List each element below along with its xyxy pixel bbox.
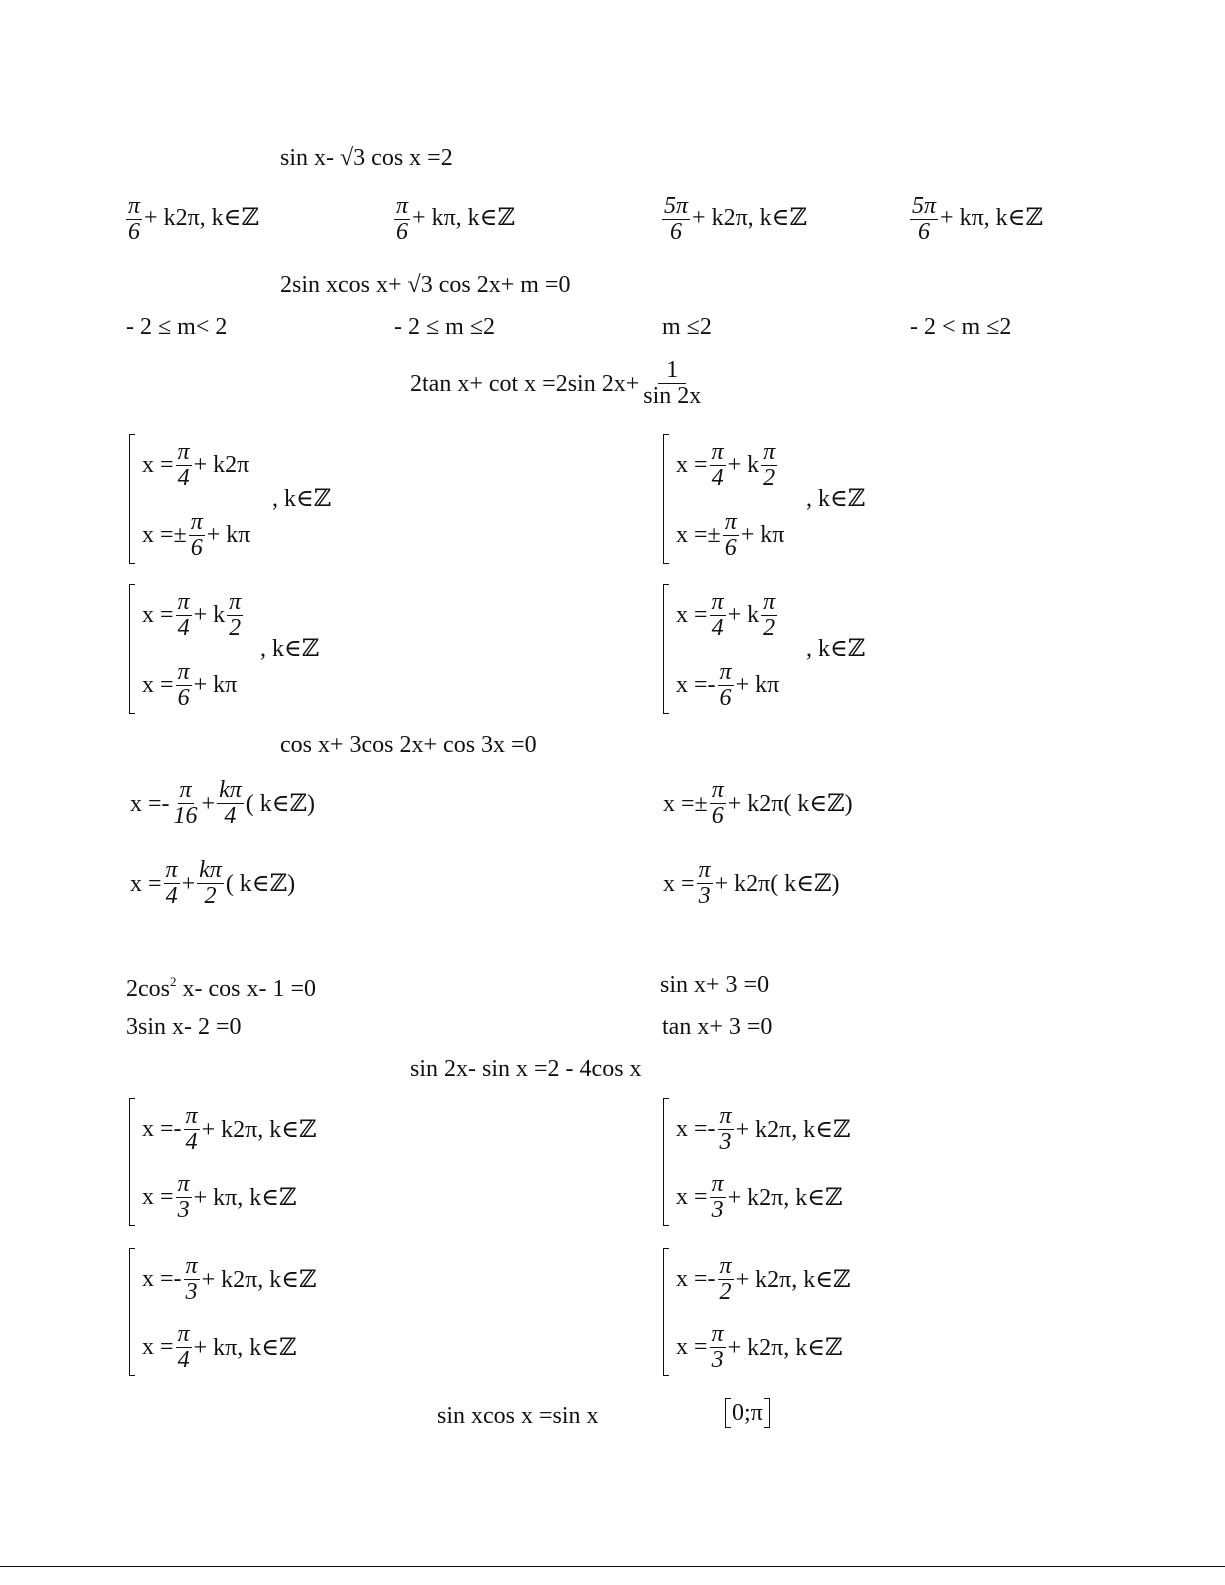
option-tail: ( k∈ℤ) [245, 790, 316, 817]
frac-num: π [177, 1171, 190, 1197]
q2-option-c[interactable]: m ≤2 [662, 314, 712, 340]
q3-option-d[interactable] [663, 584, 904, 714]
frac-den: 3 [711, 1197, 724, 1224]
frac-num: π [711, 777, 724, 803]
frac-den: 2 [204, 883, 217, 910]
frac-num: π [185, 1103, 198, 1129]
line2-prefix: x = [142, 1184, 174, 1211]
line1-tail: + k [193, 602, 226, 629]
q3-option-b-suffix: , k∈ℤ [806, 486, 866, 512]
option-tail: ( k∈ℤ) [225, 870, 296, 897]
q1-option-c-tail: + k2π, k∈ℤ [692, 205, 807, 232]
frac-num: π [763, 439, 776, 465]
frac-num: π [711, 1321, 724, 1347]
line1-tail: + k2π, k∈ℤ [735, 1117, 851, 1144]
q5-option-c[interactable]: 3sin x- 2 =0 [126, 1014, 242, 1040]
q4-option-b[interactable] [663, 778, 853, 829]
q1-option-a-tail: + k2π, k∈ℤ [144, 205, 259, 232]
frac-den: 6 [128, 219, 141, 246]
frac-den: 6 [724, 535, 737, 562]
option-prefix: x =- [130, 790, 170, 817]
line1-prefix: x =- [142, 1266, 182, 1293]
q6-option-c[interactable] [129, 1248, 390, 1376]
q3-option-d-suffix: , k∈ℤ [806, 636, 866, 662]
q4-equation: cos x+ 3cos 2x+ cos 3x =0 [280, 732, 537, 758]
exponent: 2 [170, 974, 177, 989]
frac-den: 4 [711, 615, 724, 642]
line2-tail: + kπ [735, 672, 780, 699]
option-prefix: x =± [663, 790, 708, 817]
q1-equation: sin x- √3 cos x =2 [280, 145, 453, 171]
frac-num: π [711, 589, 724, 615]
q1-option-b-tail: + kπ, k∈ℤ [412, 205, 515, 232]
frac-num: 5π [664, 193, 689, 219]
q1-option-a[interactable] [124, 194, 259, 245]
frac-num: π [177, 589, 190, 615]
option-prefix: x = [663, 870, 695, 897]
q1-option-b[interactable] [392, 194, 515, 245]
frac-num: π [711, 1171, 724, 1197]
frac-den: 3 [185, 1279, 198, 1306]
frac-num: π [698, 857, 711, 883]
line2-prefix: x =± [142, 522, 187, 549]
q1-option-d[interactable] [908, 194, 1043, 245]
frac-den: 3 [177, 1197, 190, 1224]
frac-den: 2 [719, 1279, 732, 1306]
line2-tail: + kπ [206, 522, 251, 549]
frac-den: 4 [165, 883, 178, 910]
line1-prefix: x =- [676, 1116, 716, 1143]
q6-option-b[interactable] [663, 1098, 924, 1226]
frac-den: 6 [396, 219, 409, 246]
frac-num: π [177, 659, 190, 685]
frac-den: 4 [185, 1129, 198, 1156]
line1-prefix: x =- [676, 1266, 716, 1293]
line2-prefix: x =± [676, 522, 721, 549]
q3-equation-left: 2tan x+ cot x =2sin 2x+ [410, 370, 640, 397]
frac-num: π [190, 509, 203, 535]
frac-num: π [711, 439, 724, 465]
frac-den: 4 [177, 465, 190, 492]
interval-text: 0;π [732, 1400, 763, 1426]
frac-num: π [229, 589, 242, 615]
option-prefix: x = [130, 870, 162, 897]
q5-option-a[interactable]: $2\cos^2$ x- cos x- 1 =0 [126, 974, 317, 1002]
q3-option-a-suffix: , k∈ℤ [272, 486, 332, 512]
line2-prefix: x = [676, 1184, 708, 1211]
line2-prefix: x =- [676, 672, 716, 699]
frac-den: 4 [177, 1347, 190, 1374]
frac-num: kπ [219, 777, 242, 803]
frac-num: π [185, 1253, 198, 1279]
line1-tail: + k2π, k∈ℤ [201, 1267, 317, 1294]
q5-option-b[interactable]: sin x+ 3 =0 [660, 972, 770, 998]
q2-equation: 2sin xcos x+ √3 cos 2x+ m =0 [280, 272, 571, 298]
line2-tail: + kπ [193, 672, 238, 699]
option-tail: + k2π( k∈ℤ) [727, 790, 853, 817]
interval-brackets [725, 1398, 770, 1428]
line1-tail: + k2π [193, 452, 250, 479]
frac-num: 1 [658, 358, 686, 384]
line1-prefix: x = [142, 452, 174, 479]
q2-option-a[interactable]: - 2 ≤ m< 2 [126, 314, 228, 340]
frac-num: 5π [912, 193, 937, 219]
q2-option-b[interactable]: - 2 ≤ m ≤2 [394, 314, 496, 340]
line2-tail: + kπ, k∈ℤ [193, 1335, 297, 1362]
frac-num: π [763, 589, 776, 615]
frac-num: kπ [199, 857, 222, 883]
frac-den: 3 [719, 1129, 732, 1156]
q2-option-d[interactable]: - 2 < m ≤2 [910, 314, 1012, 340]
line1-prefix: x = [676, 602, 708, 629]
line2-tail: + kπ, k∈ℤ [193, 1185, 297, 1212]
frac-num: π [719, 659, 732, 685]
q4-option-d[interactable] [663, 858, 840, 909]
line2-prefix: x = [142, 1334, 174, 1361]
line2-prefix: x = [676, 1334, 708, 1361]
frac-den: 6 [719, 685, 732, 712]
line1-prefix: x =- [142, 1116, 182, 1143]
q7-equation: sin xcos x =sin x [437, 1403, 599, 1429]
frac-den: sin 2x [643, 383, 702, 410]
line1-tail: + k2π, k∈ℤ [735, 1267, 851, 1294]
q3-option-c-suffix: , k∈ℤ [260, 636, 320, 662]
option-tail: + k2π( k∈ℤ) [714, 870, 840, 897]
q1-option-d-tail: + kπ, k∈ℤ [940, 205, 1043, 232]
frac-den: 4 [224, 803, 237, 830]
q4-option-a[interactable] [130, 778, 315, 829]
q7-interval [725, 1398, 770, 1428]
frac-num: π [396, 193, 409, 219]
q3-option-c[interactable] [129, 584, 370, 714]
line1-prefix: x = [142, 602, 174, 629]
frac-den: 3 [711, 1347, 724, 1374]
q3-option-a[interactable] [129, 434, 370, 564]
line2-tail: + kπ [740, 522, 785, 549]
frac-num: π [177, 1321, 190, 1347]
q4-option-c[interactable] [130, 858, 295, 909]
q6-equation: sin 2x- sin x =2 - 4cos x [410, 1056, 642, 1082]
frac-num: π [719, 1253, 732, 1279]
frac-den: 6 [190, 535, 203, 562]
line1-tail: + k [727, 452, 760, 479]
frac-num: π [179, 777, 192, 803]
plus-sign: + [201, 790, 216, 817]
frac-den: 4 [177, 615, 190, 642]
frac-den: 2 [763, 465, 776, 492]
frac-den: 2 [229, 615, 242, 642]
q1-option-c[interactable] [660, 194, 807, 245]
page-bottom-rule [0, 1566, 1225, 1567]
frac-den: 4 [711, 465, 724, 492]
q3-option-b[interactable] [663, 434, 904, 564]
q6-option-a[interactable] [129, 1098, 390, 1226]
q6-option-d[interactable] [663, 1248, 924, 1376]
line1-prefix: x = [676, 452, 708, 479]
line2-prefix: x = [142, 672, 174, 699]
line1-tail: + k2π, k∈ℤ [201, 1117, 317, 1144]
frac-den: 6 [177, 685, 190, 712]
frac-num: π [177, 439, 190, 465]
frac-num: π [128, 193, 141, 219]
q3-equation [410, 358, 705, 409]
line2-tail: + k2π, k∈ℤ [727, 1335, 843, 1362]
frac-den: 6 [918, 219, 931, 246]
frac-num: π [724, 509, 737, 535]
frac-den: 3 [698, 883, 711, 910]
frac-den: 2 [763, 615, 776, 642]
plus-sign: + [181, 870, 196, 897]
line1-tail: + k [727, 602, 760, 629]
line2-tail: + k2π, k∈ℤ [727, 1185, 843, 1212]
frac-den: 16 [173, 803, 198, 830]
frac-num: π [165, 857, 178, 883]
q5-option-d[interactable]: tan x+ 3 =0 [662, 1014, 773, 1040]
frac-num: π [719, 1103, 732, 1129]
frac-den: 6 [670, 219, 683, 246]
frac-den: 6 [711, 803, 724, 830]
